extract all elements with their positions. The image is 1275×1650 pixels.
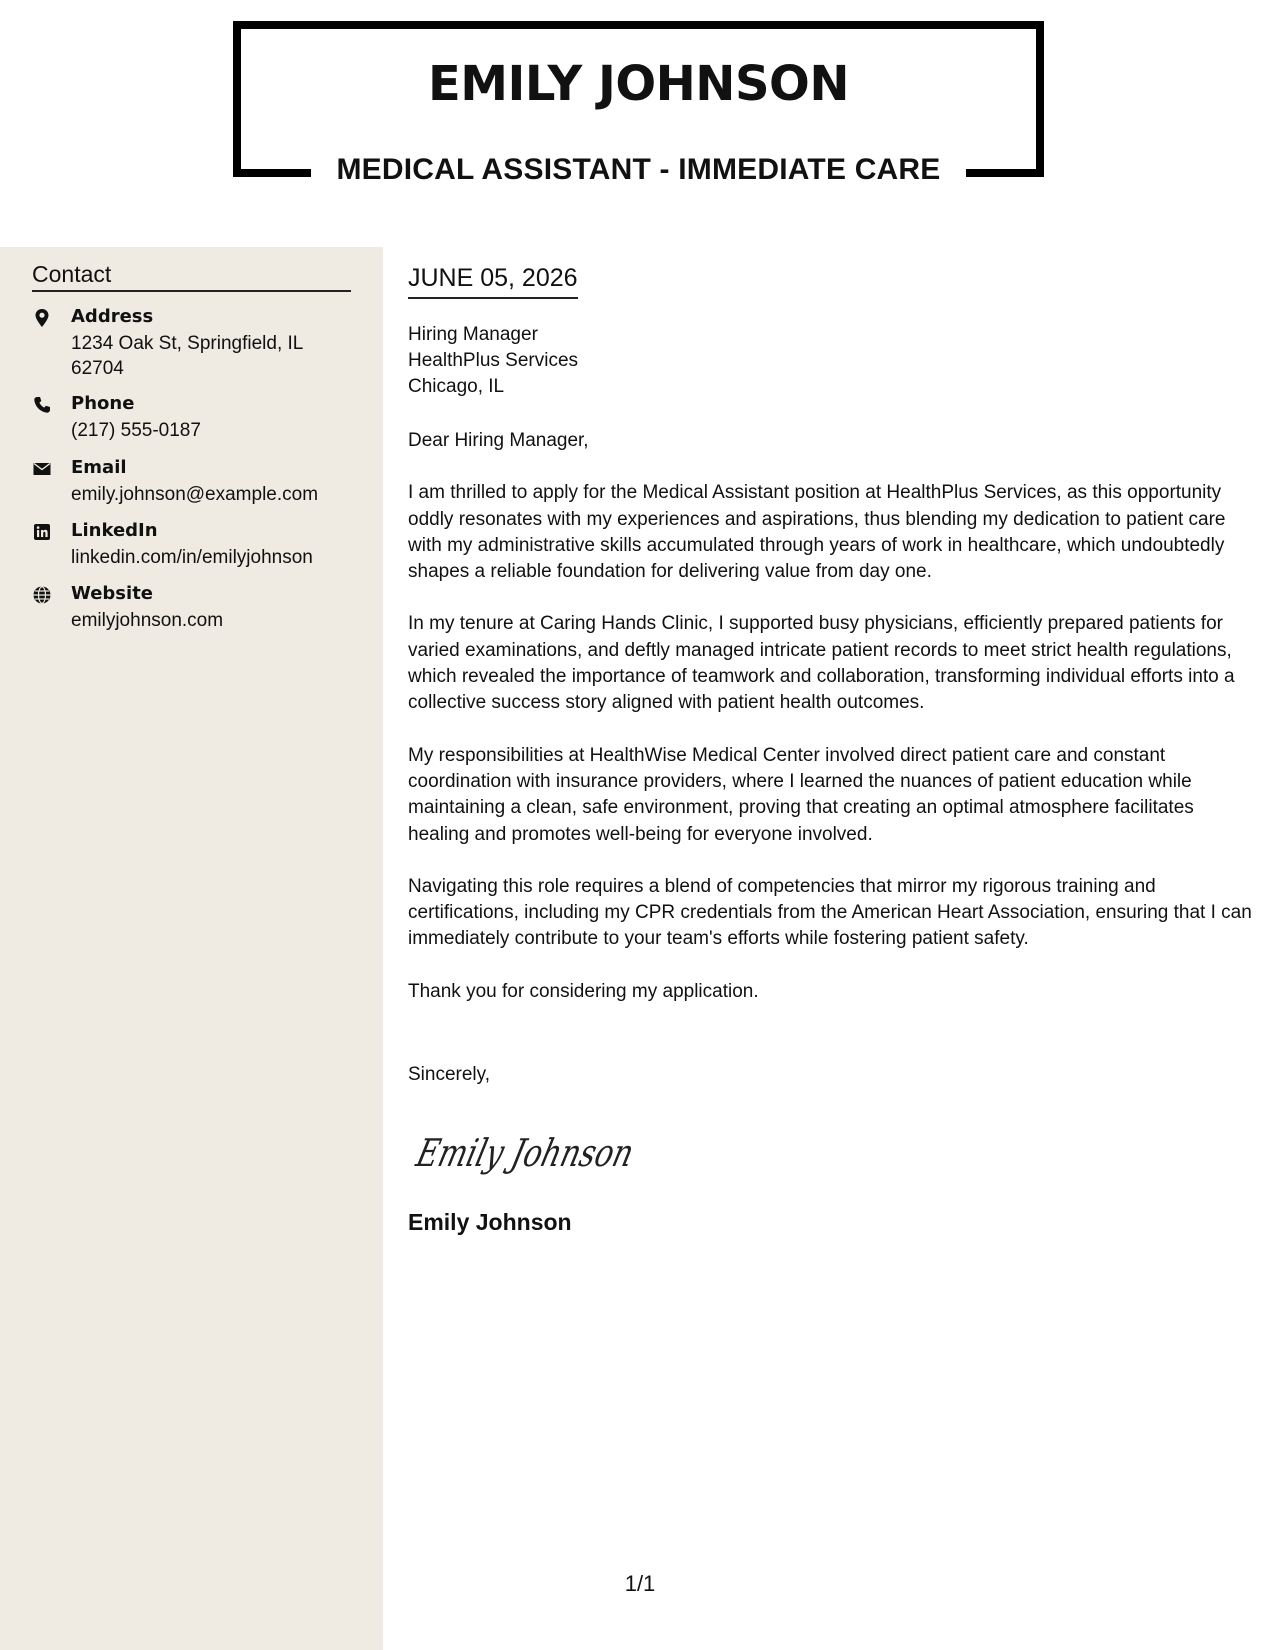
letter-date: JUNE 05, 2026 bbox=[408, 264, 578, 299]
applicant-name: EMILY JOHNSON bbox=[427, 56, 850, 112]
contact-linkedin-label: LinkedIn bbox=[71, 520, 158, 541]
job-title: MEDICAL ASSISTANT - IMMEDIATE CARE bbox=[336, 153, 941, 186]
contact-address-label: Address bbox=[71, 306, 154, 327]
map-pin-icon bbox=[32, 308, 52, 328]
phone-icon bbox=[32, 395, 52, 415]
letter-paragraph: My responsibilities at HealthWise Medical Center involved direct patient care and constant coordination with insurance providers, where I learned the nuances of patient education while maintaining a clean, safe environment, proving that creating an optimal atmosphere facilitates healing and promotes well-being for everyone involved. bbox=[408, 744, 1194, 845]
signature-text: Emily Johnson bbox=[412, 1131, 699, 1176]
contact-sidebar bbox=[0, 247, 383, 1650]
letter-paragraph: In my tenure at Caring Hands Clinic, I supported busy physicians, efficiently prepared patients for varied examinations, and deftly managed intricate patient records to meet strict health regulations, which revealed the importance of teamwork and collaboration, transforming individual efforts into a collective success story aligned with patient health outcomes. bbox=[408, 613, 1235, 714]
recipient-block bbox=[408, 322, 578, 400]
signer-name: Emily Johnson bbox=[408, 1209, 572, 1235]
recipient-line-location: Chicago, IL bbox=[408, 376, 505, 397]
recipient-line-company: HealthPlus Services bbox=[408, 350, 579, 371]
contact-address-value: 1234 Oak St, Springfield, IL 62704 bbox=[71, 333, 303, 379]
letter-paragraph: I am thrilled to apply for the Medical Assistant position at HealthPlus Services, as this opportunity oddly resonates with my experiences and aspirations, thus blending my dedication to patient care with my administrative skills accumulated through years of work in healthcare, which undoubtedly shapes a reliable foundation for delivering value from day one. bbox=[408, 482, 1226, 583]
handwritten-signature bbox=[412, 1120, 699, 1189]
contact-email-label: Email bbox=[71, 457, 127, 478]
closing: Sincerely, bbox=[408, 1064, 491, 1085]
contact-heading: Contact bbox=[32, 261, 351, 292]
letter-paragraph: Navigating this role requires a blend of competencies that mirror my rigorous training and certifications, including my CPR credentials from the American Heart Association, ensuring that I can immediately contribute to your team's efforts while fostering patient safety. bbox=[408, 875, 1252, 950]
contact-phone-value: (217) 555-0187 bbox=[71, 420, 201, 441]
page-number: 1/1 bbox=[624, 1571, 656, 1596]
envelope-icon bbox=[32, 459, 52, 479]
recipient-line-title: Hiring Manager bbox=[408, 324, 538, 345]
letter-paragraph: Thank you for considering my application. bbox=[408, 980, 759, 1002]
contact-phone-label: Phone bbox=[71, 393, 135, 414]
contact-website-value: emilyjohnson.com bbox=[71, 610, 224, 631]
contact-email-value: emily.johnson@example.com bbox=[71, 484, 319, 505]
contact-linkedin-value: linkedin.com/in/emilyjohnson bbox=[71, 547, 313, 568]
globe-icon bbox=[32, 585, 52, 605]
linkedin-icon bbox=[32, 522, 52, 542]
contact-website-label: Website bbox=[71, 583, 154, 604]
frame-top-border bbox=[233, 21, 1044, 29]
letter-body bbox=[408, 428, 1258, 1031]
salutation: Dear Hiring Manager, bbox=[408, 430, 589, 451]
